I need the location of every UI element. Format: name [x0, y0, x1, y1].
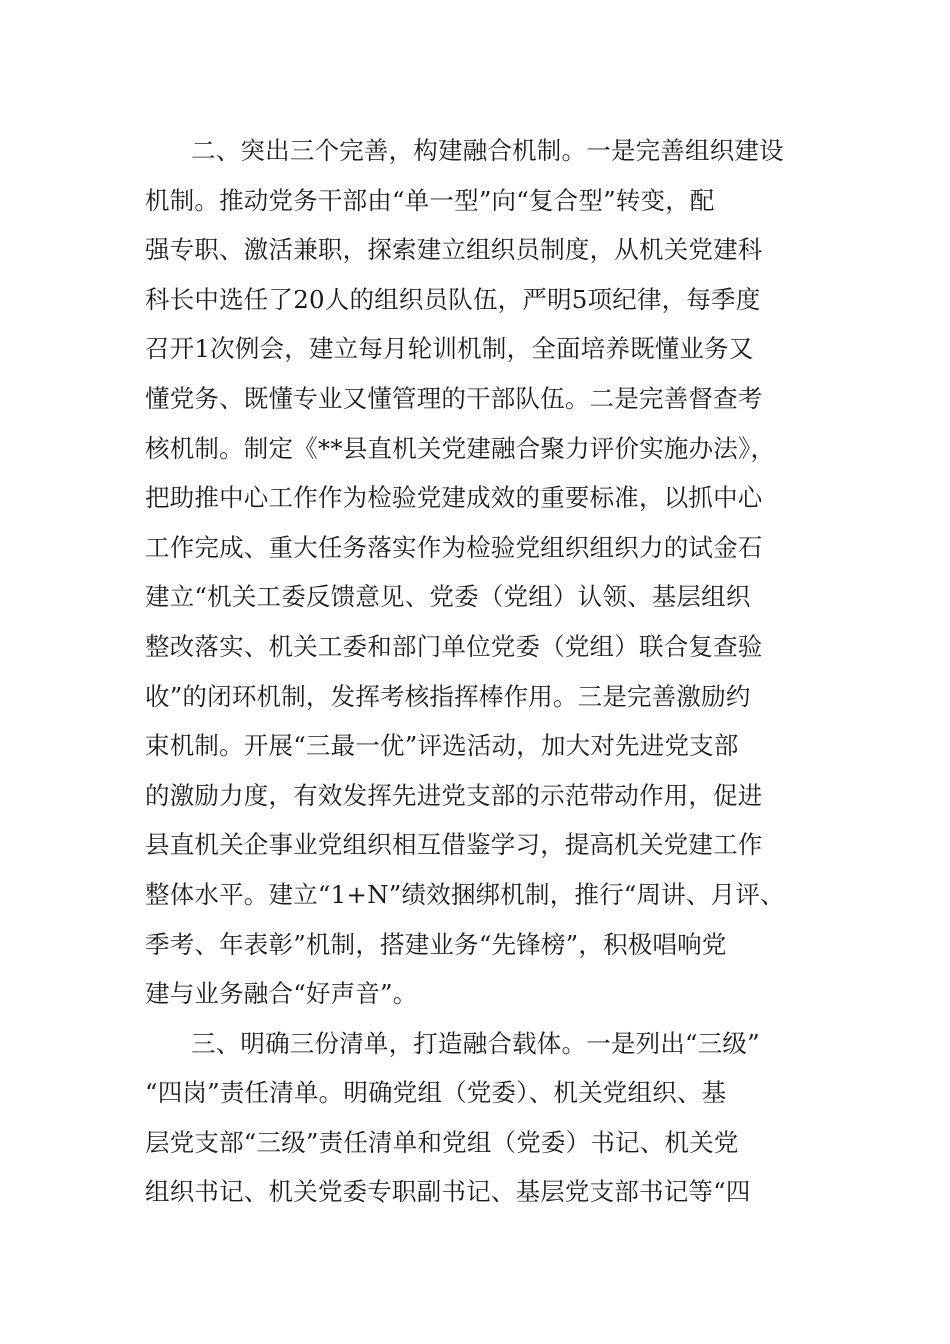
paragraph-line: 召开1次例会，建立每月轮训机制，全面培养既懂业务又 [145, 334, 754, 364]
paragraph-line: 县直机关企事业党组织相互借鉴学习，提高机关党建工作 [145, 830, 763, 860]
paragraph-line: 懂党务、既懂专业又懂管理的干部队伍。二是完善督查考 [145, 383, 763, 413]
paragraph-line: 科长中选任了20人的组织员队伍，严明5项纪律，每季度 [145, 284, 761, 314]
paragraph-line: 建立“机关工委反馈意见、党委（党组）认领、基层组织 [145, 582, 751, 612]
paragraph-line: 核机制。制定《**县直机关党建融合聚力评价实施办法》， [145, 433, 776, 463]
paragraph-line: 的激励力度，有效发挥先进党支部的示范带动作用，促进 [145, 780, 763, 810]
paragraph-line: 季考、年表彰”机制，搭建业务“先锋榜”，积极唱响党 [145, 929, 727, 959]
paragraph-line: 工作完成、重大任务落实作为检验党组织组织力的试金石 [145, 532, 763, 562]
paragraph-line: 组织书记、机关党委专职副书记、基层党支部书记等“四 [145, 1177, 751, 1207]
paragraph-line: 三、明确三份清单，打造融合载体。一是列出“三级” [191, 1028, 760, 1058]
paragraph-line: 整改落实、机关工委和部门单位党委（党组）联合复查验 [145, 631, 763, 661]
paragraph-line: 二、突出三个完善，构建融合机制。一是完善组织建设 [191, 136, 784, 165]
document-body [145, 126, 825, 1217]
paragraph-line: 束机制。开展“三最一优”评选活动，加大对先进党支部 [145, 731, 739, 761]
paragraph-line: 把助推中心工作作为检验党建成效的重要标准，以抓中心 [145, 483, 763, 513]
paragraph-line: 建与业务融合“好声音”。 [145, 979, 418, 1009]
paragraph-line: 收”的闭环机制，发挥考核指挥棒作用。三是完善激励约 [145, 681, 751, 711]
paragraph-line: 机制。推动党务干部由“单一型”向“复合型”转变，配 [145, 185, 715, 215]
paragraph-line: 强专职、激活兼职，探索建立组织员制度，从机关党建科 [145, 235, 763, 265]
paragraph-line: “四岗”责任清单。明确党组（党委）、机关党组织、基 [145, 1078, 727, 1108]
paragraph-line: 层党支部“三级”责任清单和党组（党委）书记、机关党 [145, 1127, 739, 1157]
paragraph-line: 整体水平。建立“1+N”绩效捆绑机制，推行“周讲、月评、 [145, 879, 785, 909]
